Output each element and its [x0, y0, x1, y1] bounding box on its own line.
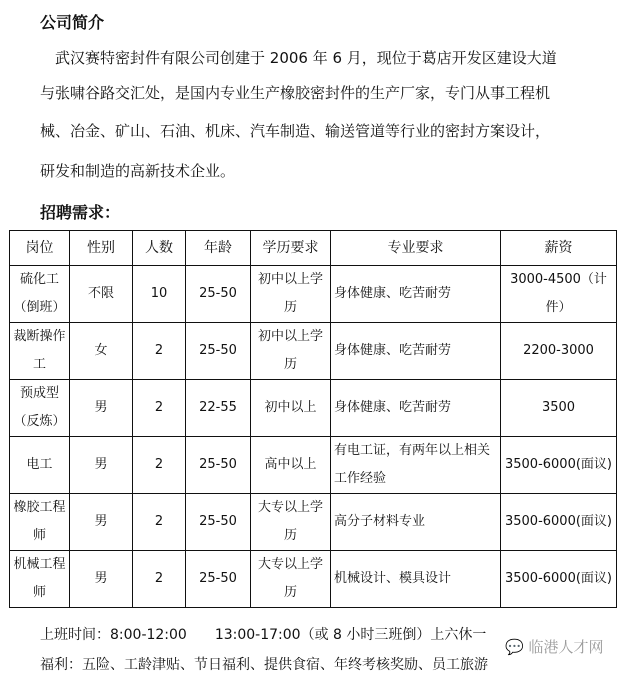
table-header-row	[10, 231, 617, 266]
table-cell: 硫化工（倒班）	[10, 266, 70, 323]
table-cell: 25-50	[186, 494, 251, 551]
table-cell: 2	[133, 437, 186, 494]
header-cell: 薪资	[501, 231, 617, 266]
table-cell: 男	[70, 380, 133, 437]
wechat-icon: 💬	[505, 638, 524, 656]
table-cell: 2	[133, 551, 186, 608]
table-cell: 2	[133, 380, 186, 437]
table-cell: 2	[133, 494, 186, 551]
table-row	[10, 266, 617, 323]
table-cell: 机械工程师	[10, 551, 70, 608]
table-cell: 2	[133, 323, 186, 380]
table-row	[10, 380, 617, 437]
table-cell: 3500-6000(面议)	[501, 551, 617, 608]
table-cell: 10	[133, 266, 186, 323]
table-cell: 电工	[10, 437, 70, 494]
table-cell: 25-50	[186, 266, 251, 323]
table-cell: 女	[70, 323, 133, 380]
table-cell: 身体健康、吃苦耐劳	[331, 323, 501, 380]
table-cell: 初中以上	[251, 380, 331, 437]
table-row	[10, 551, 617, 608]
table-cell: 25-50	[186, 323, 251, 380]
table-cell: 25-50	[186, 551, 251, 608]
table-cell: 不限	[70, 266, 133, 323]
header-cell: 人数	[133, 231, 186, 266]
table-cell: 橡胶工程师	[10, 494, 70, 551]
table-cell: 高分子材料专业	[331, 494, 501, 551]
table-cell: 初中以上学历	[251, 323, 331, 380]
table-cell: 3000-4500（计件）	[501, 266, 617, 323]
table-cell: 有电工证，有两年以上相关工作经验	[331, 437, 501, 494]
table-cell: 男	[70, 494, 133, 551]
watermark-text: 临港人才网	[528, 638, 604, 656]
table-cell: 22-55	[186, 380, 251, 437]
recruitment-table	[9, 230, 617, 608]
table-cell: 25-50	[186, 437, 251, 494]
table-cell: 男	[70, 551, 133, 608]
work-hours: 上班时间：8:00-12:00 13:00-17:00（或 8 小时三班倒）上六休一	[40, 627, 487, 643]
table-row	[10, 323, 617, 380]
header-cell: 性别	[70, 231, 133, 266]
table-cell: 大专以上学历	[251, 494, 331, 551]
table-cell: 机械设计、模具设计	[331, 551, 501, 608]
table-cell: 2200-3000	[501, 323, 617, 380]
table-row	[10, 494, 617, 551]
benefits: 福利：五险、工龄津贴、节日福利、提供食宿、年终考核奖励、员工旅游	[40, 657, 488, 673]
table-cell: 3500-6000(面议)	[501, 437, 617, 494]
table-cell: 大专以上学历	[251, 551, 331, 608]
table-cell: 高中以上	[251, 437, 331, 494]
table-cell: 身体健康、吃苦耐劳	[331, 380, 501, 437]
header-cell: 学历要求	[251, 231, 331, 266]
intro-line: 械、冶金、矿山、石油、机床、汽车制造、输送管道等行业的密封方案设计，	[40, 122, 551, 140]
section-title: 公司简介	[40, 13, 105, 32]
intro-line: 武汉赛特密封件有限公司创建于 2006 年 6 月，现位于葛店开发区建设大道	[40, 49, 557, 67]
intro-line: 研发和制造的高新技术企业。	[40, 162, 236, 180]
table-cell: 身体健康、吃苦耐劳	[331, 266, 501, 323]
header-cell: 专业要求	[331, 231, 501, 266]
table-cell: 初中以上学历	[251, 266, 331, 323]
watermark	[505, 636, 603, 657]
table-cell: 3500	[501, 380, 617, 437]
table-row	[10, 437, 617, 494]
header-cell: 岗位	[10, 231, 70, 266]
recruit-heading: 招聘需求：	[40, 203, 121, 222]
table-cell: 裁断操作工	[10, 323, 70, 380]
table-cell: 预成型（反炼）	[10, 380, 70, 437]
table-cell: 男	[70, 437, 133, 494]
table-cell: 3500-6000(面议)	[501, 494, 617, 551]
header-cell: 年龄	[186, 231, 251, 266]
intro-line: 与张啸谷路交汇处，是国内专业生产橡胶密封件的生产厂家，专门从事工程机	[40, 84, 551, 102]
